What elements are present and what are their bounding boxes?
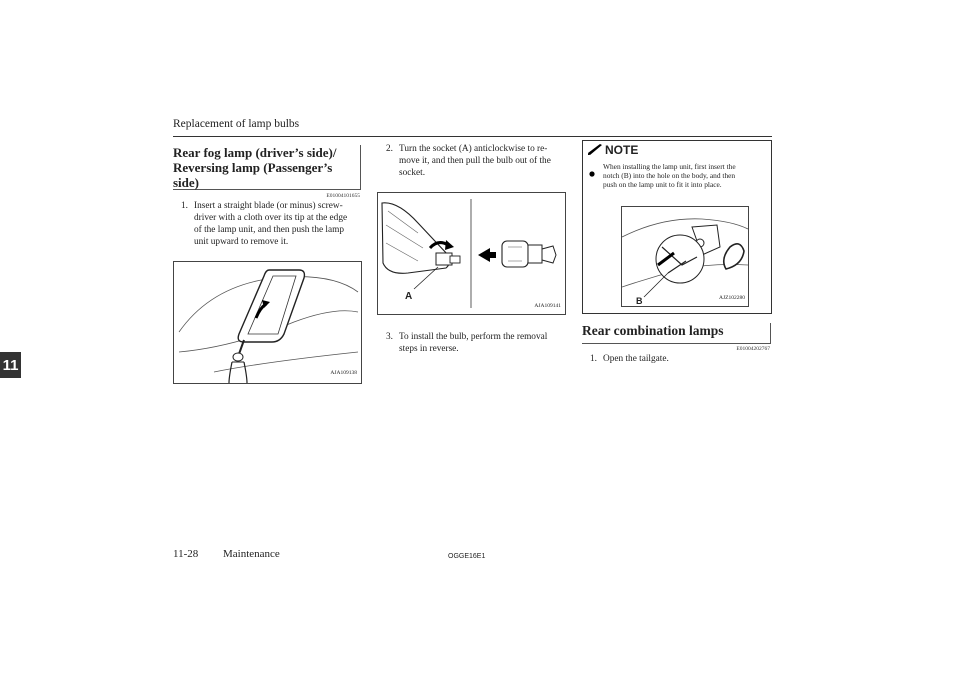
section-title-line: Rear fog lamp (driver’s side)/ xyxy=(173,145,337,160)
section-title: Rear combination lamps xyxy=(582,323,724,338)
step-text-line: move it, and then pull the bulb out of the xyxy=(399,156,551,166)
step-text-line: Open the tailgate. xyxy=(603,354,669,364)
step-text-line: Turn the socket (A) anticlockwise to re- xyxy=(399,144,548,154)
figure-code: AJA109141 xyxy=(534,303,561,309)
step-number: 3. xyxy=(386,332,393,342)
lamp-notch-illustration xyxy=(622,207,748,306)
document-code: OGGE16E1 xyxy=(448,553,486,560)
step-text-line: of the lamp unit, and then push the lamp xyxy=(194,225,345,235)
figure-lamp-removal xyxy=(173,261,362,384)
running-header: Replacement of lamp bulbs xyxy=(173,118,300,130)
note-text-line: push on the lamp unit to fit it into place. xyxy=(603,180,722,190)
step-text-line: unit upward to remove it. xyxy=(194,237,289,247)
figure-code: AJZ102280 xyxy=(719,295,745,301)
note-text xyxy=(603,162,768,190)
step-2 xyxy=(386,143,566,179)
note-pencil-icon xyxy=(587,144,603,156)
section-title xyxy=(173,145,360,190)
page-number: 11-28 xyxy=(173,548,199,560)
note-bullet xyxy=(589,164,595,182)
step-number: 1. xyxy=(590,354,597,364)
section-title-line: side) xyxy=(173,175,199,190)
step-text-line: socket. xyxy=(399,168,426,178)
note-box xyxy=(582,140,772,314)
step-number: 2. xyxy=(386,144,393,154)
note-heading: NOTE xyxy=(605,143,639,157)
footer-section-name: Maintenance xyxy=(223,548,280,560)
section-title-box xyxy=(582,323,771,344)
section-code: E01004101655 xyxy=(326,193,360,199)
step-3 xyxy=(386,331,566,355)
step-text-line: driver with a cloth over its tip at the edge xyxy=(194,213,348,223)
step-text-line: steps in reverse. xyxy=(399,344,459,354)
chapter-tab: 11 xyxy=(0,352,21,378)
bullet-icon xyxy=(589,171,595,177)
section-code: E01004202767 xyxy=(736,346,770,352)
figure-socket-removal xyxy=(377,192,566,315)
socket-removal-illustration xyxy=(378,193,565,314)
figure-lamp-notch xyxy=(621,206,749,307)
step-1 xyxy=(590,353,770,365)
header-rule xyxy=(173,136,772,137)
label-b: B xyxy=(636,296,643,306)
section-title-line: Reversing lamp (Passenger’s xyxy=(173,160,333,175)
step-1 xyxy=(181,200,360,248)
step-text-line: Insert a straight blade (or minus) screw- xyxy=(194,201,343,211)
step-text-line: To install the bulb, perform the removal xyxy=(399,332,548,342)
note-text-line: When installing the lamp unit, first insert the xyxy=(603,162,736,171)
label-a: A xyxy=(405,291,413,302)
step-number: 1. xyxy=(181,201,188,211)
note-header xyxy=(587,143,638,157)
note-text-line: notch (B) into the hole on the body, and then xyxy=(603,171,736,181)
lamp-removal-illustration xyxy=(174,262,361,383)
figure-code: AJA109138 xyxy=(330,370,357,376)
section-title-box xyxy=(173,145,361,190)
